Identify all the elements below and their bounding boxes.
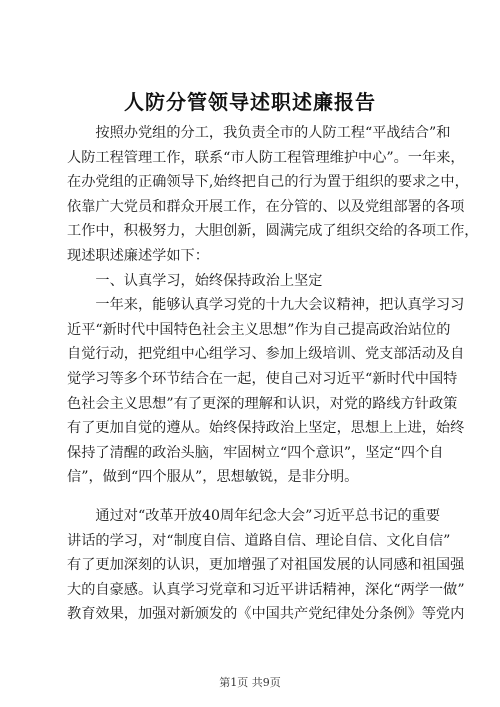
text-line: 在办党组的正确领导下,始终把自己的行为置于组织的要求之中， <box>67 174 469 191</box>
text-line: 一年来，能够认真学习党的十九大会议精神，把认真学习习 <box>67 297 465 314</box>
text-line: 色社会主义思想”有了更深的理解和认识，对党的路线方针政策 <box>67 395 458 412</box>
document-body <box>67 121 479 627</box>
text-line: 现述职述廉述学如下： <box>67 247 209 264</box>
text-line: 保持了清醒的政治头脑，牢固树立“四个意识”，坚定“四个自 <box>67 444 444 461</box>
paragraph-gap <box>67 490 442 504</box>
text-line: 一、认真学习，始终保持政治上坚定 <box>67 272 323 289</box>
text-line: 讲话的学习，对“制度自信、道路自信、理论自信、文化自信” <box>67 532 451 549</box>
text-line: 人防工程管理工作，联系“市人防工程管理维护中心”。一年来， <box>67 149 465 166</box>
text-line: 近平“新时代中国特色社会主义思想”作为自己提高政治站位的 <box>67 321 451 338</box>
text-line: 自觉行动，把党组中心组学习、参加上级培训、党支部活动及自 <box>67 346 465 363</box>
text-line: 教育效果，加强对新颁发的《中国共产党纪律处分条例》等党内 <box>67 606 465 623</box>
document-title: 人防分管领导述职述廉报告 <box>124 90 376 114</box>
text-line: 按照办党组的分工，我负责全市的人防工程“平战结合”和 <box>67 125 451 141</box>
text-line: 有了更加自觉的遵从。始终保持政治上坚定，思想上上进，始终 <box>67 420 465 437</box>
text-line: 觉学习等多个环节结合在一起，使自己对习近平“新时代中国特 <box>67 370 458 387</box>
text-line: 依靠广大党员和群众开展工作，在分管的、以及党组部署的各项 <box>67 198 465 215</box>
text-line: 有了更加深刻的认识，更加增强了对祖国发展的认同感和祖国强 <box>67 557 465 574</box>
text-line: 大的自豪感。认真学习党章和习近平讲话精神，深化“两学一做” <box>67 581 465 598</box>
page-footer: 第1页 共9页 <box>219 676 281 689</box>
text-line: 工作中，积极努力，大胆创新，圆满完成了组织交给的各项工作， <box>67 223 479 240</box>
text-line: 信”，做到“四个服从”，思想敏锐，是非分明。 <box>67 469 359 486</box>
text-line: 通过对“改革开放40周年纪念大会”习近平总书记的重要 <box>67 507 441 524</box>
paragraph-block <box>67 504 465 627</box>
paragraph-block <box>67 121 479 490</box>
